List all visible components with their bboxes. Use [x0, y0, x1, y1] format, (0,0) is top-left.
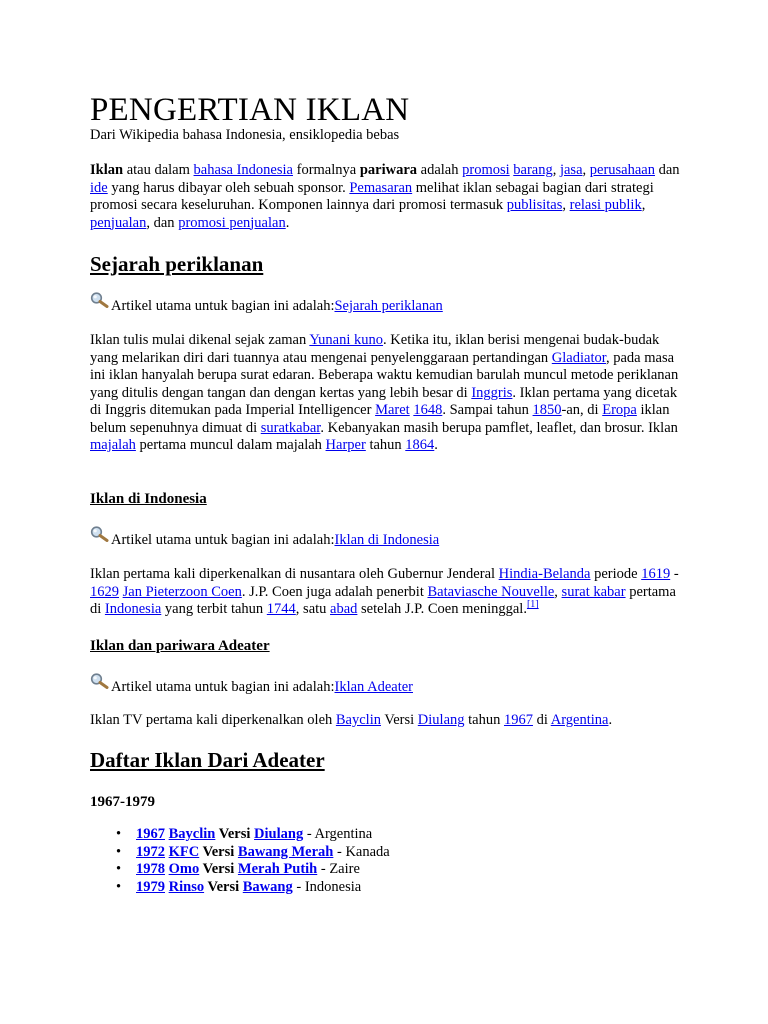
link-1648[interactable]: 1648 [413, 402, 443, 418]
magnifier-icon [90, 673, 111, 689]
link-version-title[interactable]: Diulang [254, 826, 304, 842]
link-surat-kabar[interactable]: surat kabar [561, 583, 626, 600]
link-brand[interactable]: KFC [168, 843, 200, 860]
link-inggris[interactable]: Inggris [471, 384, 513, 401]
link-iklan-adeater[interactable]: Iklan Adeater [334, 679, 413, 695]
link-brand[interactable]: Omo [168, 861, 200, 877]
link-abad[interactable]: abad [330, 601, 358, 617]
link-1744[interactable]: 1744 [266, 601, 296, 617]
link-1967[interactable]: 1967 [503, 712, 533, 728]
link-pemasaran[interactable]: Pemasaran [349, 179, 413, 196]
link-ide[interactable]: ide [90, 179, 108, 196]
link-iklan-di-indonesia[interactable]: Iklan di Indonesia [334, 532, 440, 548]
magnifier-icon [90, 292, 111, 308]
link-jan-pieterzoon-coen[interactable]: Jan Pieterzoon Coen [122, 583, 242, 600]
link-barang[interactable]: barang [513, 162, 553, 178]
page-subtitle: Dari Wikipedia bahasa Indonesia, ensiklopedia bebas [90, 127, 400, 143]
link-bataviasche-nouvelle[interactable]: Bataviasche Nouvelle [427, 583, 555, 600]
link-year[interactable]: 1978 [136, 861, 165, 877]
period-label: 1967-1979 [90, 794, 155, 810]
link-eropa[interactable]: Eropa [602, 402, 637, 418]
link-jasa[interactable]: jasa [559, 162, 583, 178]
bold-term: pariwara [359, 162, 418, 178]
intro-paragraph: Iklan atau dalam bahasa Indonesia formalnya pariwara adalah promosi barang, jasa, perusahaan dan ide yang harus dibayar oleh sebuah sponsor. Pemasaran melihat iklan sebagai bagian dari strategi promosi secara keseluruhan. Komponen lainnya dari promosi termasuk publisitas, relasi publik, penjualan, dan promosi penjualan. [90, 162, 680, 231]
link-version-title[interactable]: Bawang [242, 878, 293, 895]
adeater-paragraph: Iklan TV pertama kali diperkenalkan oleh Bayclin Versi Diulang tahun 1967 di Argentina. [90, 712, 613, 728]
link-1619[interactable]: 1619 [641, 566, 671, 582]
link-promosi-penjualan[interactable]: promosi penjualan [178, 214, 286, 231]
link-promosi[interactable]: promosi [462, 162, 510, 178]
sejarah-paragraph: Iklan tulis mulai dikenal sejak zaman Yunani kuno. Ketika itu, iklan berisi mengenai budak-budak yang melarikan diri dari tuannya atau mengenai penyelenggaraan pertandingan Gladiator, pada masa ini iklan hanyalah berupa surat edaran. Beberapa waktu kemudian barulah muncul metode periklanan yang ditulis dengan tangan dan dengan kertas yang lebih besar di Inggris. Iklan pertama yang dicetak di Inggris ditemukan pada Imperial Intelligencer Maret 1648. Sampai tahun 1850-an, di Eropa iklan belum sepenuhnya dimuat di suratkabar. Kebanyakan masih berupa pamflet, leaflet, dan brosur. Iklan majalah pertama muncul dalam majalah Harper tahun 1864. [90, 332, 679, 453]
ad-list [90, 826, 390, 896]
link-publisitas[interactable]: publisitas [506, 197, 563, 213]
link-year[interactable]: 1967 [136, 826, 165, 842]
indonesia-paragraph: Iklan pertama kali diperkenalkan di nusantara oleh Gubernur Jenderal Hindia-Belanda periode 1619 - 1629 Jan Pieterzoon Coen. J.P. Coen juga adalah penerbit Bataviasche Nouvelle, surat kabar pertama di Indonesia yang terbit tahun 1744, satu abad setelah J.P. Coen meninggal.[1] [90, 566, 679, 617]
list-item: • 1978 Omo Versi Merah Putih - Zaire [90, 861, 390, 879]
heading-iklan-dan-pariwara-adeater: Iklan dan pariwara Adeater [90, 638, 270, 654]
hatnote-sejarah: Artikel utama untuk bagian ini adalah: Sejarah periklanan [90, 298, 443, 316]
link-indonesia[interactable]: Indonesia [104, 601, 162, 617]
link-gladiator[interactable]: Gladiator [551, 349, 606, 366]
link-suratkabar[interactable]: suratkabar [260, 419, 321, 436]
link-yunani-kuno[interactable]: Yunani kuno [309, 332, 384, 348]
page-title: PENGERTIAN IKLAN [90, 92, 410, 128]
link-maret[interactable]: Maret [375, 402, 410, 418]
link-brand[interactable]: Rinso [168, 878, 205, 895]
link-version-title[interactable]: Bawang Merah [237, 843, 334, 860]
link-year[interactable]: 1979 [136, 878, 165, 895]
link-majalah[interactable]: majalah [90, 437, 136, 453]
link-harper[interactable]: Harper [325, 437, 366, 453]
reference-link[interactable]: [1] [526, 599, 539, 610]
link-penjualan[interactable]: penjualan [90, 214, 147, 231]
link-perusahaan[interactable]: perusahaan [589, 162, 655, 178]
heading-iklan-di-indonesia: Iklan di Indonesia [90, 491, 207, 507]
link-argentina[interactable]: Argentina [550, 712, 609, 728]
link-relasi-publik[interactable]: relasi publik [569, 197, 642, 213]
link-sejarah-periklanan[interactable]: Sejarah periklanan [334, 298, 443, 314]
list-item: • 1972 KFC Versi Bawang Merah - Kanada [90, 844, 390, 862]
list-item: • 1979 Rinso Versi Bawang - Indonesia [90, 879, 390, 897]
link-1850[interactable]: 1850 [532, 402, 562, 418]
magnifier-icon [90, 526, 111, 542]
link-1629[interactable]: 1629 [90, 583, 119, 600]
heading-sejarah: Sejarah periklanan [90, 252, 264, 276]
link-brand[interactable]: Bayclin [168, 826, 216, 842]
link-year[interactable]: 1972 [136, 843, 165, 860]
hatnote-adeater: Artikel utama untuk bagian ini adalah: Iklan Adeater [90, 679, 413, 697]
list-item: • 1967 Bayclin Versi Diulang - Argentina [90, 826, 390, 844]
hatnote-indonesia: Artikel utama untuk bagian ini adalah: Iklan di Indonesia [90, 532, 439, 550]
heading-daftar-iklan: Daftar Iklan Dari Adeater [90, 748, 325, 772]
link-version-title[interactable]: Merah Putih [237, 861, 318, 877]
link-bayclin[interactable]: Bayclin [335, 712, 381, 728]
link-1864[interactable]: 1864 [405, 437, 435, 453]
bold-term: Iklan [90, 162, 124, 178]
link-bahasa-indonesia[interactable]: bahasa Indonesia [193, 162, 293, 178]
link-hindia-belanda[interactable]: Hindia-Belanda [498, 566, 591, 582]
link-diulang[interactable]: Diulang [417, 712, 465, 728]
